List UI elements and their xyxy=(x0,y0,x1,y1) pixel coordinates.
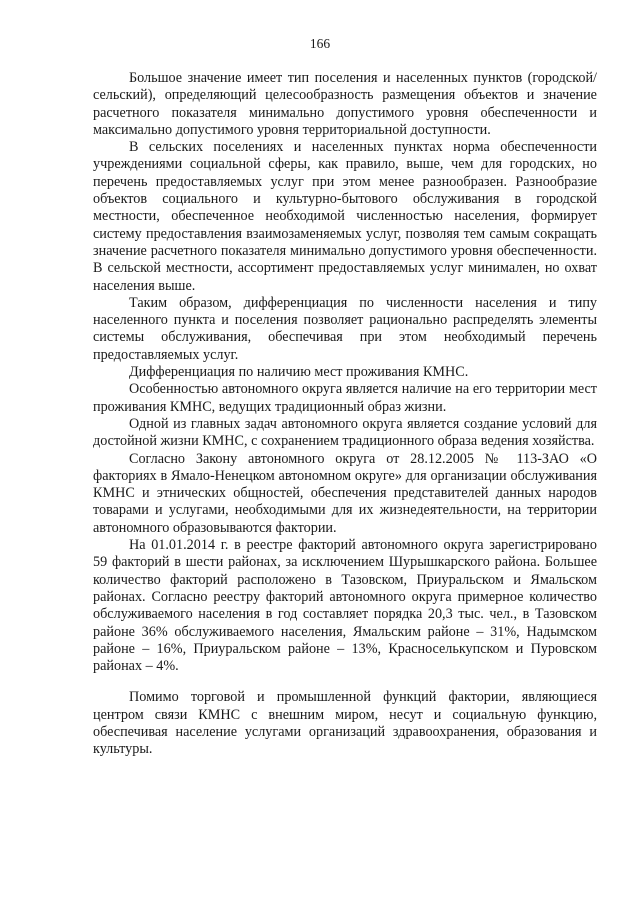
paragraph-factories-functions: Помимо торговой и промышленной функций фактории, являющиеся центром связи КМНС с внешним миром, несут и социальную функцию, обеспечивая население услугами организаций здравоохранения, образования и культуры. xyxy=(93,689,597,758)
page-number: 166 xyxy=(309,36,331,51)
paragraph-rural-settlements: В сельских поселениях и населенных пунктах норма обеспеченности учреждениями социальной сферы, как правило, выше, чем для городских, но перечень предоставляемых услуг при этом менее разнообразен. Разнообразие объектов социального и культурно-бытового обслуживания в городской местности, обеспеченное необходимой численностью населения, формирует систему предоставления взаимозаменяемых услуг, позволяя тем самым сокращать значение расчетного показателя минимально допустимого уровня обеспеченности. В сельской местности, ассортимент предоставляемых услуг минимален, но охват населения выше. xyxy=(93,139,597,294)
paragraph-kmns-feature: Особенностью автономного округа является наличие на его территории мест проживания КМНС, ведущих традиционный образ жизни. xyxy=(93,381,597,415)
document-body xyxy=(93,70,597,759)
paragraph-kmns-heading: Дифференциация по наличию мест проживания КМНС. xyxy=(129,364,469,381)
paragraph-factories-registry: На 01.01.2014 г. в реестре факторий автономного округа зарегистрировано 59 факторий в шести районах, за исключением Шурышкарского района. Большее количество факторий расположено в Тазовском, Приуральском и Ямальском районах. Согласно реестру факторий автономного округа примерное количество обслуживаемого населения в год составляет порядка 20,3 тыс. чел., в Тазовском районе 36% обслуживаемого населения, Ямальским районе – 31%, Надымском районе – 16%, Приуральском районе – 13%, Красноселькупском и Пуровском районах – 4%. xyxy=(93,537,597,675)
paragraph-differentiation-summary: Таким образом, дифференциация по численности населения и типу населенного пункта и поселения позволяет рационально распределять элементы системы обслуживания, обеспечивая при этом необходимый перечень предоставляемых услуг. xyxy=(93,294,597,363)
paragraph-kmns-goal: Одной из главных задач автономного округа является создание условий для достойной жизни КМНС, с сохранением традиционного образа ведения хозяйства. xyxy=(93,415,597,450)
paragraph-law-factories: Согласно Закону автономного округа от 28.12.2005 № 113-ЗАО «О факториях в Ямало-Ненецком автономном округе» для организации обслуживания КМНС и этнических общностей, обеспечения представителей данных народов товарами и услугами, необходимыми для их жизнедеятельности, на территории автономного образовываются фактории. xyxy=(93,450,597,536)
paragraph-settlement-type: Большое значение имеет тип поселения и населенных пунктов (городской/сельский), определяющий целесообразность размещения объектов и значение расчетного показателя минимально допустимого уровня обеспеченности и максимально допустимого уровня территориальной доступности. xyxy=(93,70,597,138)
